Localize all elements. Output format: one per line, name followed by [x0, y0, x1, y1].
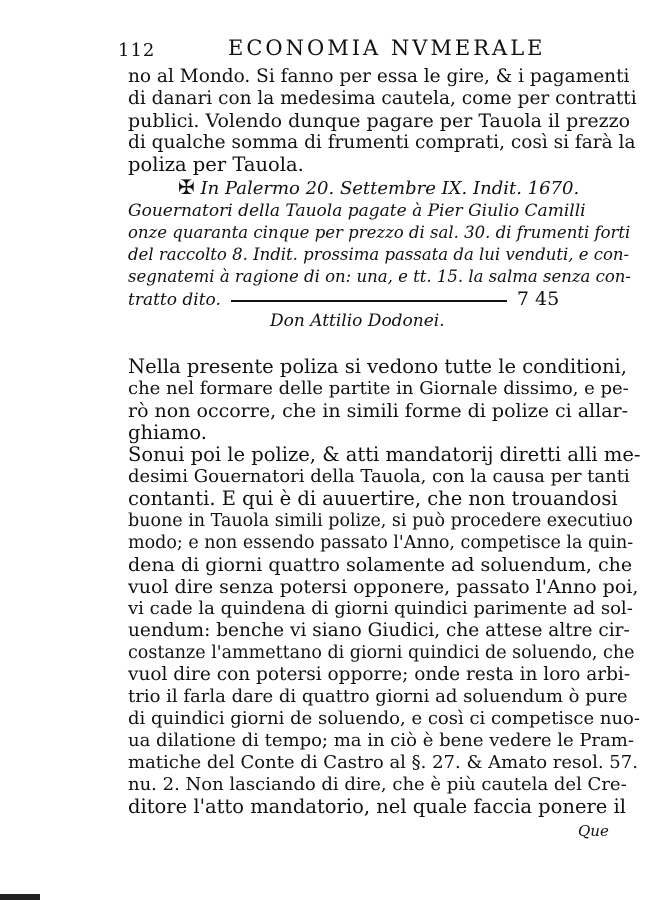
form-line: Gouernatori della Tauola pagate à Pier Giulio Camilli [128, 201, 586, 221]
form-last-line [128, 288, 559, 311]
text-line: vuol dire con potersi opporre; onde resta in loro arbi- [128, 664, 631, 685]
catchword: Que [578, 822, 609, 840]
form-line: segnatemi à ragione di on: una, e tt. 15. la salma senza con- [128, 267, 631, 286]
text-line: ghiamo. [128, 421, 207, 444]
page-header [118, 36, 638, 66]
running-title: ECONOMIA NVMERALE [228, 36, 546, 60]
text-line: no al Mondo. Si fanno per essa le gire, & i pagamenti [128, 66, 630, 87]
text-line: modo; e non essendo passato l'Anno, competisce la quin- [128, 533, 634, 553]
form-line: del raccolto 8. Indit. prossima passata da lui venduti, e con- [128, 245, 630, 264]
text-line: di danari con la medesima cautela, come per contratti [128, 88, 637, 109]
text-line: desimi Gouernatori della Tauola, con la causa per tanti [128, 466, 630, 487]
text-line: contanti. E qui è di auuertire, che non trouandosi [128, 487, 618, 510]
form-date: In Palermo 20. Settembre IX. Indit. 1670. [200, 178, 580, 199]
cross-icon: ✠ [178, 175, 195, 199]
form-signature: Don Attilio Dodonei. [270, 311, 445, 331]
text-line: dena di giorni quattro solamente ad soluendum, che [128, 554, 633, 576]
text-line: Nella presente poliza si vedono tutte le conditioni, [128, 355, 627, 378]
form-line: onze quaranta cinque per prezzo di sal. 30. di frumenti forti [128, 223, 631, 242]
text-line: Sonui poi le polize, & atti mandatorij diretti alli me- [128, 443, 641, 466]
form-amount: 7 45 [516, 288, 560, 310]
text-line: trio il farla dare di quattro giorni ad soluendum ò pure [128, 686, 628, 707]
text-line: di qualche somma di frumenti comprati, così si farà la [128, 132, 636, 153]
dash-rule [231, 300, 507, 302]
text-line: costanze l'ammettano di giorni quindici de soluendo, che [128, 643, 635, 663]
form-last-text: tratto dito. [128, 290, 221, 310]
text-line: uendum: benche vi siano Giudici, che attese altre cir- [128, 620, 630, 641]
text-line: rò non occorre, che in simili forme di polize ci allar- [128, 400, 629, 422]
page-number: 112 [118, 40, 156, 61]
text-line: di quindici giorni de soluendo, e così ci competisce nuo- [128, 708, 640, 729]
text-line: buone in Tauola simili polize, si può procedere executiuo [128, 511, 633, 531]
text-line: poliza per Tauola. [128, 153, 304, 176]
text-line: vuol dire senza potersi opponere, passato l'Anno poi, [128, 576, 639, 598]
text-line: ditore l'atto mandatorio, nel quale faccia ponere il [128, 795, 627, 818]
text-line: vi cade la quindena di giorni quindici parimente ad sol- [128, 598, 633, 619]
text-line: che nel formare delle partite in Giornale dissimo, e pe- [128, 378, 629, 399]
ink-smudge [0, 894, 40, 900]
form-date-line [178, 176, 579, 200]
text-line: matiche del Conte di Castro al §. 27. & Amato resol. 57. [128, 752, 638, 773]
text-line: nu. 2. Non lasciando di dire, che è più cautela del Cre- [128, 774, 627, 795]
text-line: publici. Volendo dunque pagare per Tauola il prezzo [128, 110, 631, 132]
text-line: ua dilatione di tempo; ma in ciò è bene vedere le Pram- [128, 730, 634, 751]
